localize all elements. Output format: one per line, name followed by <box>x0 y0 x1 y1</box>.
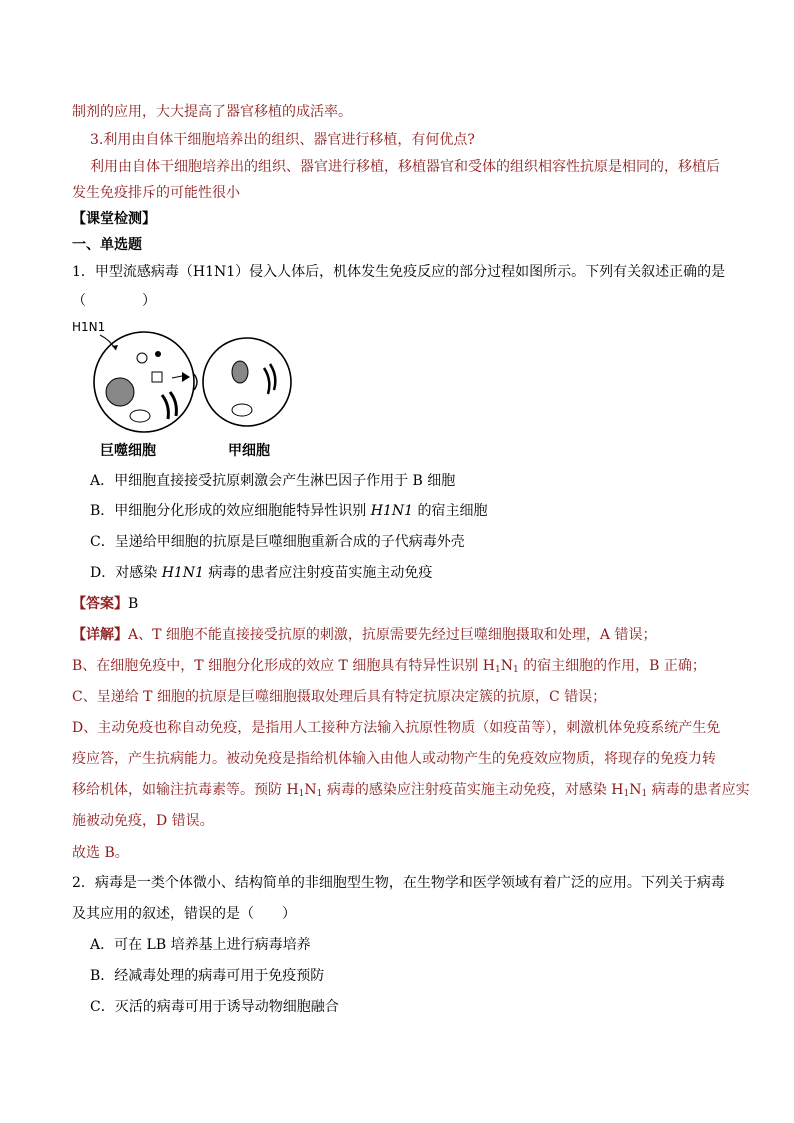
q1-option-a: A．甲细胞直接接受抗原刺激会产生淋巴因子作用于 B 细胞 <box>90 473 456 489</box>
detail-d3-text: 移给机体，如输注抗毒素等。预防 H <box>72 782 299 798</box>
detail-a-text: A、T 细胞不能直接接受抗原的刺激，抗原需要先经过巨噬细胞摄取和处理，A 错误； <box>128 627 657 643</box>
antigen-dot <box>155 351 161 357</box>
cell-diagram-svg <box>72 320 312 440</box>
option-b-text-end: 的宿主细胞 <box>413 503 488 519</box>
part-heading: 一、单选题 <box>72 237 142 253</box>
detail-b-n: N <box>500 658 513 674</box>
detail-b <box>72 656 706 680</box>
subscript: 1 <box>512 665 519 675</box>
macrophage-nucleus <box>106 378 134 406</box>
t-cell-mitochondrion <box>232 404 252 416</box>
q2-option-a: A．可在 LB 培养基上进行病毒培养 <box>90 937 311 953</box>
answer-line <box>72 594 138 614</box>
detail-d3-text-2: 病毒的感染应注射疫苗实施主动免疫，对感染 H <box>322 782 624 798</box>
question-1-paren: （ ） <box>72 293 156 309</box>
subscript: 1 <box>623 789 630 799</box>
question-1-stem: 1．甲型流感病毒（H1N1）侵入人体后，机体发生免疫反应的部分过程如图所示。下列有关叙述正确的是 <box>72 264 726 280</box>
t-cell-label: 甲细胞 <box>228 443 270 459</box>
subscript: 1 <box>316 789 323 799</box>
t-cell <box>203 338 291 426</box>
phagosome <box>152 372 162 382</box>
detail-a <box>72 625 656 645</box>
q2-option-c: C．灭活的病毒可用于诱导动物细胞融合 <box>90 999 339 1015</box>
t-cell-er-2 <box>270 364 275 390</box>
q1-option-b <box>90 501 487 521</box>
t-cell-nucleus <box>232 361 248 383</box>
option-d-virus: H1N1 <box>161 565 204 581</box>
detail-d-line-4: 施被动免疫，D 错误。 <box>72 813 214 829</box>
detail-b-text-end: 的宿主细胞的作用，B 正确； <box>518 658 706 674</box>
answer-label: 【答案】 <box>72 596 128 612</box>
answer-3-line-2: 发生免疫排斥的可能性很小 <box>72 185 240 201</box>
detail-d3-n-2: N <box>629 782 642 798</box>
er-membrane-2 <box>170 392 176 416</box>
option-d-text-end: 病毒的患者应注射疫苗实施主动免疫 <box>203 565 433 581</box>
q1-option-c: C．呈递给甲细胞的抗原是巨噬细胞重新合成的子代病毒外壳 <box>90 534 465 550</box>
question-2-stem-1: 2．病毒是一类个体微小、结构简单的非细胞型生物，在生物学和医学领域有着广泛的应用。下列关于病毒 <box>72 875 725 891</box>
detail-d-line-2: 疫应答，产生抗病能力。被动免疫是指给机体输入由他人或动物产生的免疫效应物质，将现存的免疫力转 <box>72 751 716 767</box>
antigen-presentation <box>182 372 190 382</box>
immune-diagram <box>72 320 312 460</box>
detail-conclusion: 故选 B。 <box>72 845 129 861</box>
detail-c: C、呈递给 T 细胞的抗原是巨噬细胞摄取处理后具有特定抗原决定簇的抗原，C 错误； <box>72 689 607 705</box>
detail-d-line-1: D、主动免疫也称自动免疫，是指用人工接种方法输入抗原性物质（如疫苗等），刺激机体免疫系统产生免 <box>72 720 721 736</box>
option-b-text: B．甲细胞分化形成的效应细胞能特异性识别 <box>90 503 371 519</box>
answer-value: B <box>128 596 139 612</box>
vesicle <box>137 353 147 363</box>
q1-option-d <box>90 563 432 583</box>
detail-d-line-3 <box>72 780 750 804</box>
h1n1-label: H1N1 <box>72 320 106 334</box>
detail-d3-text-end: 病毒的患者应实 <box>647 782 750 798</box>
subscript: 1 <box>494 665 501 675</box>
detail-label: 【详解】 <box>72 627 128 643</box>
antigen-path <box>172 376 182 378</box>
section-heading: 【课堂检测】 <box>72 211 156 227</box>
detail-b-text: B、在细胞免疫中，T 细胞分化形成的效应 T 细胞具有特异性识别 H <box>72 658 495 674</box>
macrophage-label: 巨噬细胞 <box>100 443 156 459</box>
er-membrane <box>162 395 168 419</box>
option-b-virus: H1N1 <box>370 503 414 519</box>
subscript: 1 <box>298 789 305 799</box>
subscript: 1 <box>641 789 648 799</box>
option-d-text: D．对感染 <box>90 565 162 581</box>
text-line: 制剂的应用，大大提高了器官移植的成活率。 <box>72 104 352 120</box>
answer-3-line-1: 利用由自体干细胞培养出的组织、器官进行移植，移植器官和受体的组织相容性抗原是相同的，移植后 <box>90 159 720 175</box>
macrophage-cell <box>94 332 194 432</box>
detail-d3-n: N <box>304 782 317 798</box>
question-2-stem-2: 及其应用的叙述，错误的是（ ） <box>72 906 296 922</box>
question-3-title: 3.利用由自体干细胞培养出的组织、器官进行移植，有何优点? <box>90 132 475 148</box>
mitochondrion <box>130 410 150 422</box>
t-cell-er <box>264 368 269 394</box>
q2-option-b: B．经减毒处理的病毒可用于免疫预防 <box>90 968 325 984</box>
